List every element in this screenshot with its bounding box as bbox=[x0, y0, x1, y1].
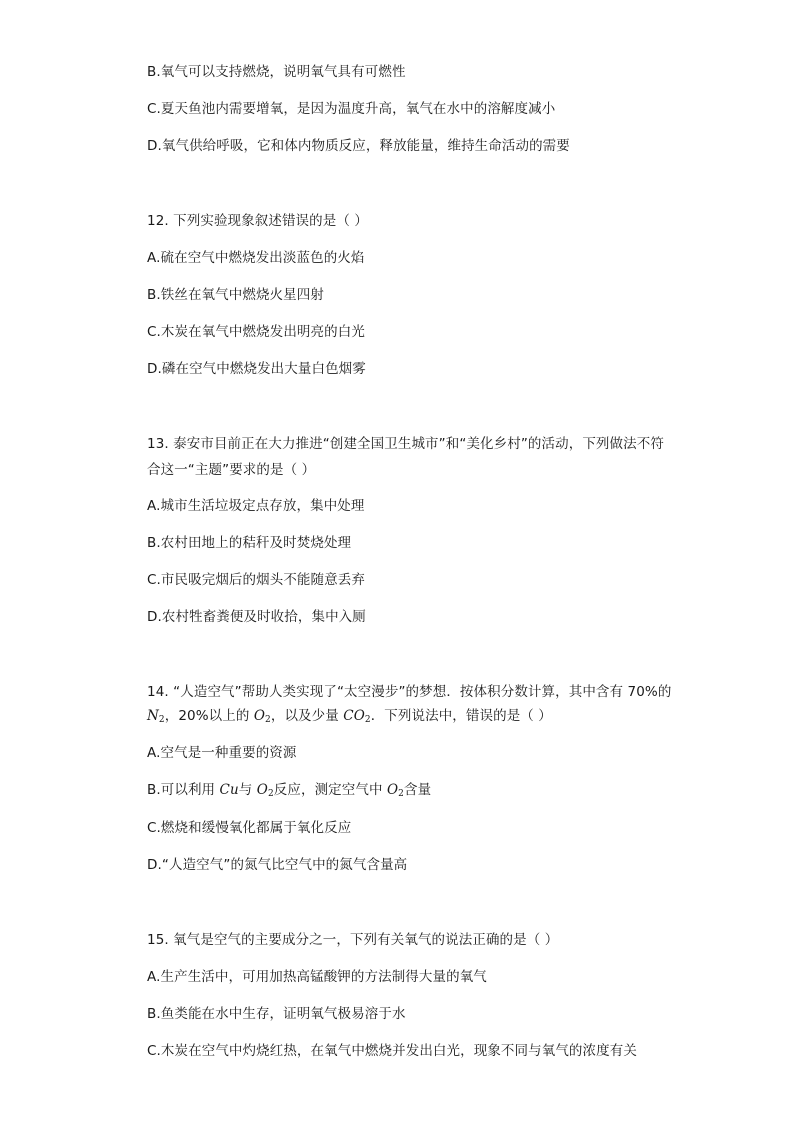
q14-option-b: B.可以利用 Cu与 $O_2$反应，测定空气中 $O_2$含量 bbox=[147, 782, 432, 799]
formula-co2: $CO_2$ bbox=[343, 708, 371, 725]
q13-option-a: A.城市生活垃圾定点存放，集中处理 bbox=[147, 498, 365, 514]
q12-option-d: D.磷在空气中燃烧发出大量白色烟雾 bbox=[147, 361, 366, 377]
q15-stem: 15. 氧气是空气的主要成分之一，下列有关氧气的说法正确的是（ ） bbox=[147, 932, 559, 948]
formula-o2: $O_2$ bbox=[253, 708, 271, 725]
q15-option-a: A.生产生活中，可用加热高锰酸钾的方法制得大量的氧气 bbox=[147, 969, 487, 985]
formula-cu: Cu bbox=[219, 782, 239, 798]
q12-option-a: A.硫在空气中燃烧发出淡蓝色的火焰 bbox=[147, 250, 365, 266]
q13-stem-line1: 13. 泰安市目前正在大力推进“创建全国卫生城市”和“美化乡村”的活动，下列做法不符 bbox=[147, 436, 664, 452]
q12-option-c: C.木炭在氧气中燃烧发出明亮的白光 bbox=[147, 324, 365, 340]
q15-option-b: B.鱼类能在水中生存，证明氧气极易溶于水 bbox=[147, 1006, 406, 1022]
q11-option-d: D.氧气供给呼吸，它和体内物质反应，释放能量，维持生命活动的需要 bbox=[147, 138, 570, 154]
q14-option-a: A.空气是一种重要的资源 bbox=[147, 745, 297, 761]
q12-stem: 12. 下列实验现象叙述错误的是（ ） bbox=[147, 213, 368, 229]
q13-stem-line2: 合这一“主题”要求的是（ ） bbox=[147, 462, 316, 478]
q15-option-c: C.木炭在空气中灼烧红热，在氧气中燃烧并发出白光，现象不同与氧气的浓度有关 bbox=[147, 1043, 637, 1059]
formula-n2: $N_2$ bbox=[147, 708, 165, 725]
q14-stem-line2: $N_2$，20%以上的 $O_2$，以及少量 $CO_2$．下列说法中，错误的是（ ） bbox=[147, 708, 552, 725]
q12-option-b: B.铁丝在氧气中燃烧火星四射 bbox=[147, 287, 324, 303]
q13-option-b: B.农村田地上的秸秆及时焚烧处理 bbox=[147, 535, 352, 551]
q11-option-b: B.氧气可以支持燃烧，说明氧气具有可燃性 bbox=[147, 64, 406, 80]
formula-o2: $O_2$ bbox=[256, 782, 274, 799]
q14-option-c: C.燃烧和缓慢氧化都属于氧化反应 bbox=[147, 820, 352, 836]
q11-option-c: C.夏天鱼池内需要增氧，是因为温度升高，氧气在水中的溶解度减小 bbox=[147, 101, 556, 117]
formula-o2: $O_2$ bbox=[386, 782, 404, 799]
q14-option-d: D.“人造空气”的氮气比空气中的氮气含量高 bbox=[147, 857, 408, 873]
q14-stem-line1: 14. “人造空气”帮助人类实现了“太空漫步”的梦想．按体积分数计算，其中含有 70%的 bbox=[147, 684, 672, 700]
q13-option-d: D.农村牲畜粪便及时收拾，集中入厕 bbox=[147, 609, 366, 625]
q13-option-c: C.市民吸完烟后的烟头不能随意丢弃 bbox=[147, 572, 365, 588]
